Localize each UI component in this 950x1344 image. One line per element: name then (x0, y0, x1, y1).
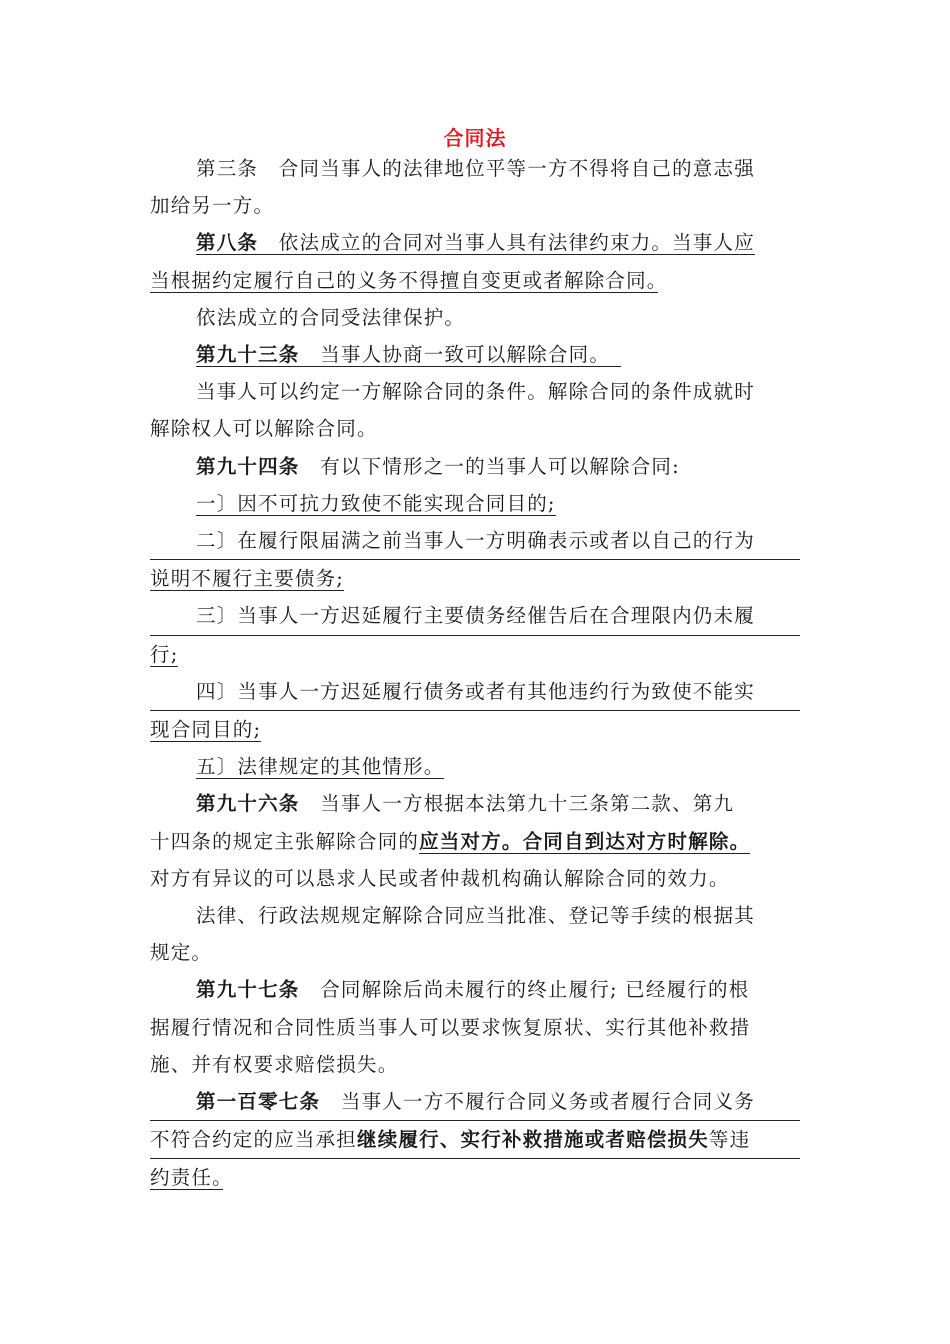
article-label: 第一百零七条 (196, 1090, 321, 1114)
list-item (150, 597, 800, 672)
text-line: 施、并有权要求赔偿损失。 (150, 1052, 399, 1076)
article-3 (150, 150, 800, 224)
text-segment: 五〕法律规定的其他情形。 (196, 755, 445, 779)
text-line: 第三条 合同当事人的法律地位平等一方不得将自己的意志强 (196, 157, 755, 180)
text-line (150, 224, 800, 261)
text-line: 法律、行政法规规定解除合同应当批准、登记等手续的根据其 (196, 904, 755, 928)
text-segment: 当事人协商一致可以解除合同。 (299, 343, 601, 367)
text-line: 四〕当事人一方迟延履行债务或者有其他违约行为致使不能实 (150, 673, 800, 711)
text-segment-emphasis: 继续履行、实行补救措施或者赔偿损失 (357, 1128, 709, 1152)
article-label: 第九十三条 (196, 343, 300, 367)
text-segment: 十四条的规定主张解除合同的 (150, 829, 420, 853)
text-line (150, 448, 800, 485)
text-segment-emphasis: 应当对方。合同自到达对方时解除。 (419, 829, 751, 853)
text-line: 对方有异议的可以恳求人民或者仲裁机构确认解除合同的效力。 (150, 866, 730, 890)
text-line (150, 1159, 800, 1196)
text-line (150, 636, 800, 673)
article-96-para-2 (150, 897, 800, 971)
list-item (150, 748, 800, 785)
text-line: 加给另一方。 (150, 194, 275, 218)
list-item (150, 673, 800, 748)
text-line (150, 1121, 800, 1159)
article-93-para-2 (150, 373, 800, 447)
text-segment: 依法成立的合同对当事人具有法律约束力。当事人应 (258, 231, 755, 255)
text-segment: 当事人一方根据本法第九十三条第二款、第九 (299, 792, 735, 816)
article-107 (150, 1083, 800, 1197)
article-8-para-2 (150, 299, 800, 336)
article-96 (150, 785, 800, 897)
text-line (150, 485, 800, 522)
article-93 (150, 336, 800, 373)
text-line: 依法成立的合同受法律保护。 (196, 305, 466, 329)
text-segment: 当事人一方不履行合同义务或者履行合同义务 (320, 1090, 755, 1114)
list-item (150, 522, 800, 597)
text-line: 规定。 (150, 941, 213, 965)
text-segment: 现合同目的; (150, 718, 262, 742)
text-line (150, 711, 800, 748)
text-line (150, 336, 800, 373)
text-line (150, 785, 800, 822)
list-item (150, 485, 800, 522)
text-segment: 不符合约定的应当承担 (150, 1128, 358, 1152)
text-segment: 当根据约定履行自己的义务不得擅自变更或者解除合同。 (150, 268, 658, 292)
text-segment: 等违 (708, 1128, 751, 1152)
text-segment: 行; (150, 642, 179, 666)
text-line (150, 971, 800, 1008)
text-segment: 一〕因不可抗力致使不能实现合同目的; (196, 491, 556, 515)
text-segment: 约责任。 (150, 1166, 224, 1190)
document-body (150, 150, 800, 1197)
text-segment: 合同解除后尚未履行的终止履行; 已经履行的根 (299, 978, 750, 1002)
article-94 (150, 448, 800, 485)
text-line: 当事人可以约定一方解除合同的条件。解除合同的条件成就时 (196, 380, 755, 404)
text-line: 二〕在履行限届满之前当事人一方明确表示或者以自己的行为 (150, 522, 800, 560)
article-8 (150, 224, 800, 298)
text-segment: 有以下情形之一的当事人可以解除合同: (299, 454, 680, 478)
text-line: 三〕当事人一方迟延履行主要债务经催告后在合理限内仍未履 (150, 597, 800, 635)
text-line: 据履行情况和合同性质当事人可以要求恢复原状、实行其他补救措 (150, 1015, 751, 1039)
text-line (150, 823, 800, 860)
text-line (150, 748, 800, 785)
text-line (150, 262, 800, 299)
text-line (150, 560, 800, 597)
article-label: 第九十四条 (196, 454, 300, 478)
article-label: 第九十七条 (196, 978, 300, 1002)
article-label: 第九十六条 (196, 792, 300, 816)
text-line: 解除权人可以解除合同。 (150, 417, 378, 441)
article-97 (150, 971, 800, 1083)
document-title: 合同法 (443, 126, 507, 150)
article-label: 第八条 (196, 231, 259, 255)
text-segment: 说明不履行主要债务; (150, 567, 345, 591)
text-line (150, 1083, 800, 1121)
